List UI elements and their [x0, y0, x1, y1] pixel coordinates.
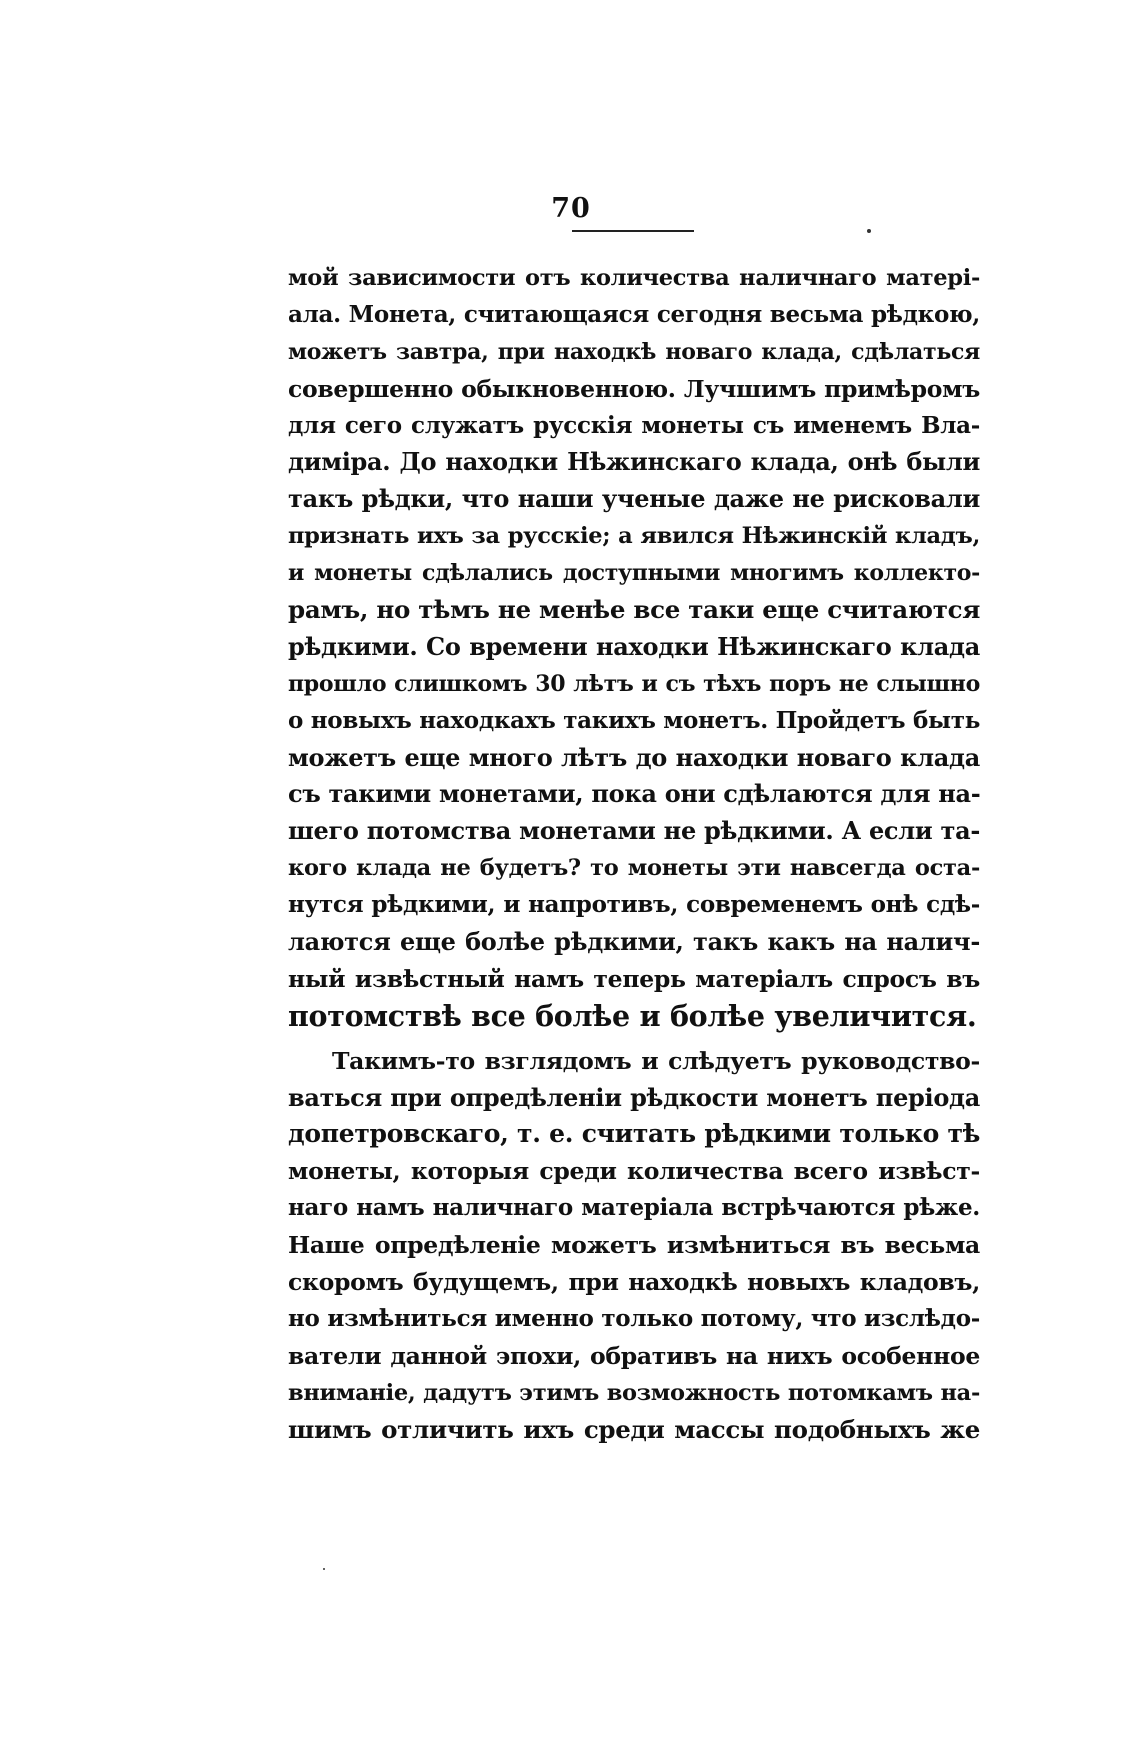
scan-speck: [323, 1568, 325, 1570]
text-line: совершенно обыкновенною. Лучшимъ примѣромъ: [288, 374, 980, 403]
text-line: ватели данной эпохи, обративъ на нихъ особенное: [288, 1341, 980, 1370]
text-line: о новыхъ находкахъ такихъ монетъ. Пройдетъ быть: [288, 706, 981, 734]
text-line: потомствѣ все болѣе и болѣе увеличится.: [288, 998, 977, 1033]
text-line: такъ рѣдки, что наши ученые даже не рисковали: [288, 484, 980, 514]
scan-speck: [867, 229, 871, 233]
text-line: шимъ отличить ихъ среди массы подобныхъ же: [288, 1414, 980, 1444]
text-line: для сего служатъ русскія монеты съ именемъ Вла-: [288, 411, 980, 439]
paragraph-gap: [288, 1035, 980, 1043]
text-line: мой зависимости отъ количества наличнаго матері-: [288, 265, 980, 291]
text-line: прошло слишкомъ 30 лѣтъ и съ тѣхъ поръ не слышно: [288, 670, 980, 697]
text-line: кого клада не будетъ? то монеты эти навсегда оста-: [288, 855, 980, 882]
page-number-rule: [572, 230, 694, 232]
page-number: 70: [551, 193, 591, 224]
paragraph-2: [288, 1043, 980, 1449]
text-line: ный извѣстный намъ теперь матеріалъ спросъ въ: [288, 964, 980, 993]
text-line: скоромъ будущемъ, при находкѣ новыхъ кладовъ,: [288, 1268, 980, 1297]
text-line: съ такими монетами, пока они сдѣлаются для на-: [288, 779, 981, 809]
text-line: наго намъ наличнаго матеріала встрѣчаются рѣже.: [288, 1194, 980, 1222]
text-line: Наше опредѣленіе можетъ измѣниться въ весьма: [288, 1231, 980, 1260]
text-line: ваться при опредѣленіи рѣдкости монетъ періода: [288, 1082, 980, 1112]
text-line: рѣдкими. Со времени находки Нѣжинскаго клада: [288, 631, 980, 661]
text-line: признать ихъ за русскіе; а явился Нѣжинскій кладъ,: [288, 523, 980, 550]
text-line: можетъ завтра, при находкѣ новаго клада, сдѣлаться: [288, 338, 980, 365]
text-line: нутся рѣдкими, и напротивъ, современемъ онѣ сдѣ-: [288, 891, 980, 919]
text-line: шего потомства монетами не рѣдкими. А если та-: [288, 816, 980, 846]
body-text: [288, 260, 980, 1449]
text-line: лаются еще болѣе рѣдкими, такъ какъ на налич-: [288, 927, 980, 957]
text-line: Такимъ-то взглядомъ и слѣдуетъ руководство-: [332, 1046, 980, 1075]
text-line: монеты, которыя среди количества всего извѣст-: [288, 1157, 980, 1186]
text-line: можетъ еще много лѣтъ до находки новаго клада: [288, 742, 980, 772]
text-line: но измѣниться именно только потому, что изслѣдо-: [288, 1304, 980, 1332]
text-line: ала. Монета, считающаяся сегодня весьма рѣдкою,: [288, 300, 980, 328]
text-line: допетровскаго, т. е. считать рѣдкими только тѣ: [288, 1119, 980, 1149]
text-line: рамъ, но тѣмъ не менѣе все таки еще считаются: [288, 595, 980, 625]
text-line: диміра. До находки Нѣжинскаго клада, онѣ были: [288, 447, 980, 477]
paragraph-1: [288, 260, 980, 1035]
text-line: вниманіе, дадутъ этимъ возможность потомкамъ на-: [288, 1379, 980, 1406]
text-line: и монеты сдѣлались доступными многимъ коллекто-: [288, 560, 980, 587]
